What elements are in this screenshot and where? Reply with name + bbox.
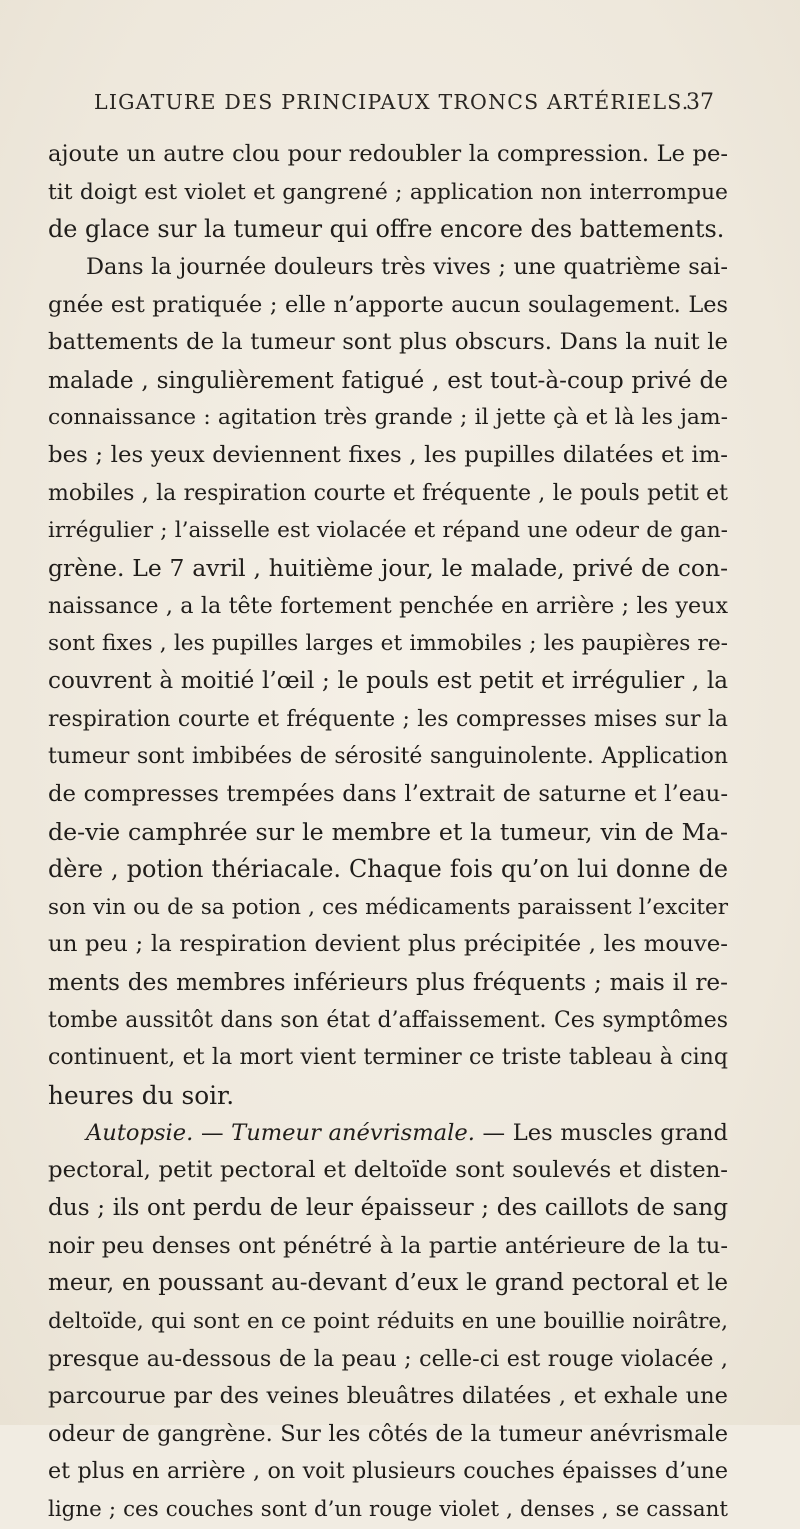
text-line: de compresses trempées dans l’extrait de saturne et l’eau- <box>48 780 728 807</box>
text-line: naissance , a la tête fortement penchée en arrière ; les yeux <box>48 592 728 619</box>
text-line: continuent, et la mort vient terminer ce triste tableau à cinq <box>48 1045 728 1071</box>
text-line: presque au-dessous de la peau ; celle-ci est rouge violacée , <box>48 1345 728 1372</box>
text-line: tombe aussitôt dans son état d’affaissement. Ces symptômes <box>48 1007 728 1033</box>
autopsy-label: Autopsie. <box>86 1119 194 1146</box>
text-line: son vin ou de sa potion , ces médicaments paraissent l’exciter <box>48 894 728 920</box>
text-line: un peu ; la respiration devient plus précipitée , les mouve- <box>48 931 728 958</box>
autopsy-heading-line <box>48 1115 728 1153</box>
text-line: sont fixes , les pupilles larges et immobiles ; les paupières re- <box>48 631 728 657</box>
autopsy-first-line-text: Les muscles grand <box>512 1119 729 1146</box>
text-line: parcourue par des veines bleuâtres dilatées , et exhale une <box>48 1383 728 1410</box>
text-line: ajoute un autre clou pour redoubler la compression. Le pe- <box>48 141 728 167</box>
text-line: respiration courte et fréquente ; les compresses mises sur la <box>48 706 728 732</box>
heading-dash: — <box>474 1119 513 1146</box>
text-line: dère , potion thériacale. Chaque fois qu’on lui donne de <box>48 855 728 884</box>
text-line: ments des membres inférieurs plus fréquents ; mais il re- <box>48 969 728 997</box>
text-line: tumeur sont imbibées de sérosité sanguinolente. Application <box>48 744 728 770</box>
text-line: meur, en poussant au-devant d’eux le grand pectoral et le <box>48 1270 728 1297</box>
text-line: noir peu denses ont pénétré à la partie antérieure de la tu- <box>48 1232 728 1259</box>
text-line: connaissance : agitation très grande ; il jette çà et là les jam- <box>48 405 728 431</box>
text-line: de glace sur la tumeur qui offre encore des battements. <box>48 215 725 244</box>
running-title: LIGATURE DES PRINCIPAUX TRONCS ARTÉRIELS. <box>94 90 690 114</box>
text-line: Dans la journée douleurs très vives ; une quatrième sai- <box>86 253 728 280</box>
text-line: couvrent à moitié l’œil ; le pouls est petit et irrégulier , la <box>48 667 728 694</box>
text-line: pectoral, petit pectoral et deltoïde sont soulevés et disten- <box>48 1157 728 1184</box>
text-line: malade , singulièrement fatigué , est tout-à-coup privé de <box>48 366 728 394</box>
text-line: tit doigt est violet et gangrené ; application non interrompue <box>48 179 728 205</box>
page-header <box>94 90 714 130</box>
text-line: irrégulier ; l’aisselle est violacée et répand une odeur de gan- <box>48 518 728 544</box>
heading-dash: — <box>193 1119 232 1146</box>
text-line: mobiles , la respiration courte et fréquente , le pouls petit et <box>48 480 728 506</box>
text-line: de-vie camphrée sur le membre et la tumeur, vin de Ma- <box>48 817 728 846</box>
text-line: battements de la tumeur sont plus obscurs. Dans la nuit le <box>48 329 728 356</box>
text-line: bes ; les yeux deviennent fixes , les pupilles dilatées et im- <box>48 442 728 469</box>
text-line: gnée est pratiquée ; elle n’apporte aucun soulagement. Les <box>48 291 728 318</box>
text-line: deltoïde, qui sont en ce point réduits en une bouillie noirâtre, <box>48 1308 728 1334</box>
autopsy-heading: Tumeur anévrismale. <box>231 1119 475 1146</box>
text-line: ligne ; ces couches sont d’un rouge violet , denses , se cassant <box>48 1497 728 1523</box>
text-line: grène. Le 7 avril , huitième jour, le malade, privé de con- <box>48 554 728 583</box>
text-line: et plus en arrière , on voit plusieurs couches épaisses d’une <box>48 1458 728 1485</box>
text-line: odeur de gangrène. Sur les côtés de la tumeur anévrismale <box>48 1420 728 1447</box>
text-line: dus ; ils ont perdu de leur épaisseur ; des caillots de sang <box>48 1194 728 1221</box>
text-line: heures du soir. <box>48 1081 235 1111</box>
page-number: 37 <box>686 90 714 115</box>
body-text <box>48 136 728 1529</box>
